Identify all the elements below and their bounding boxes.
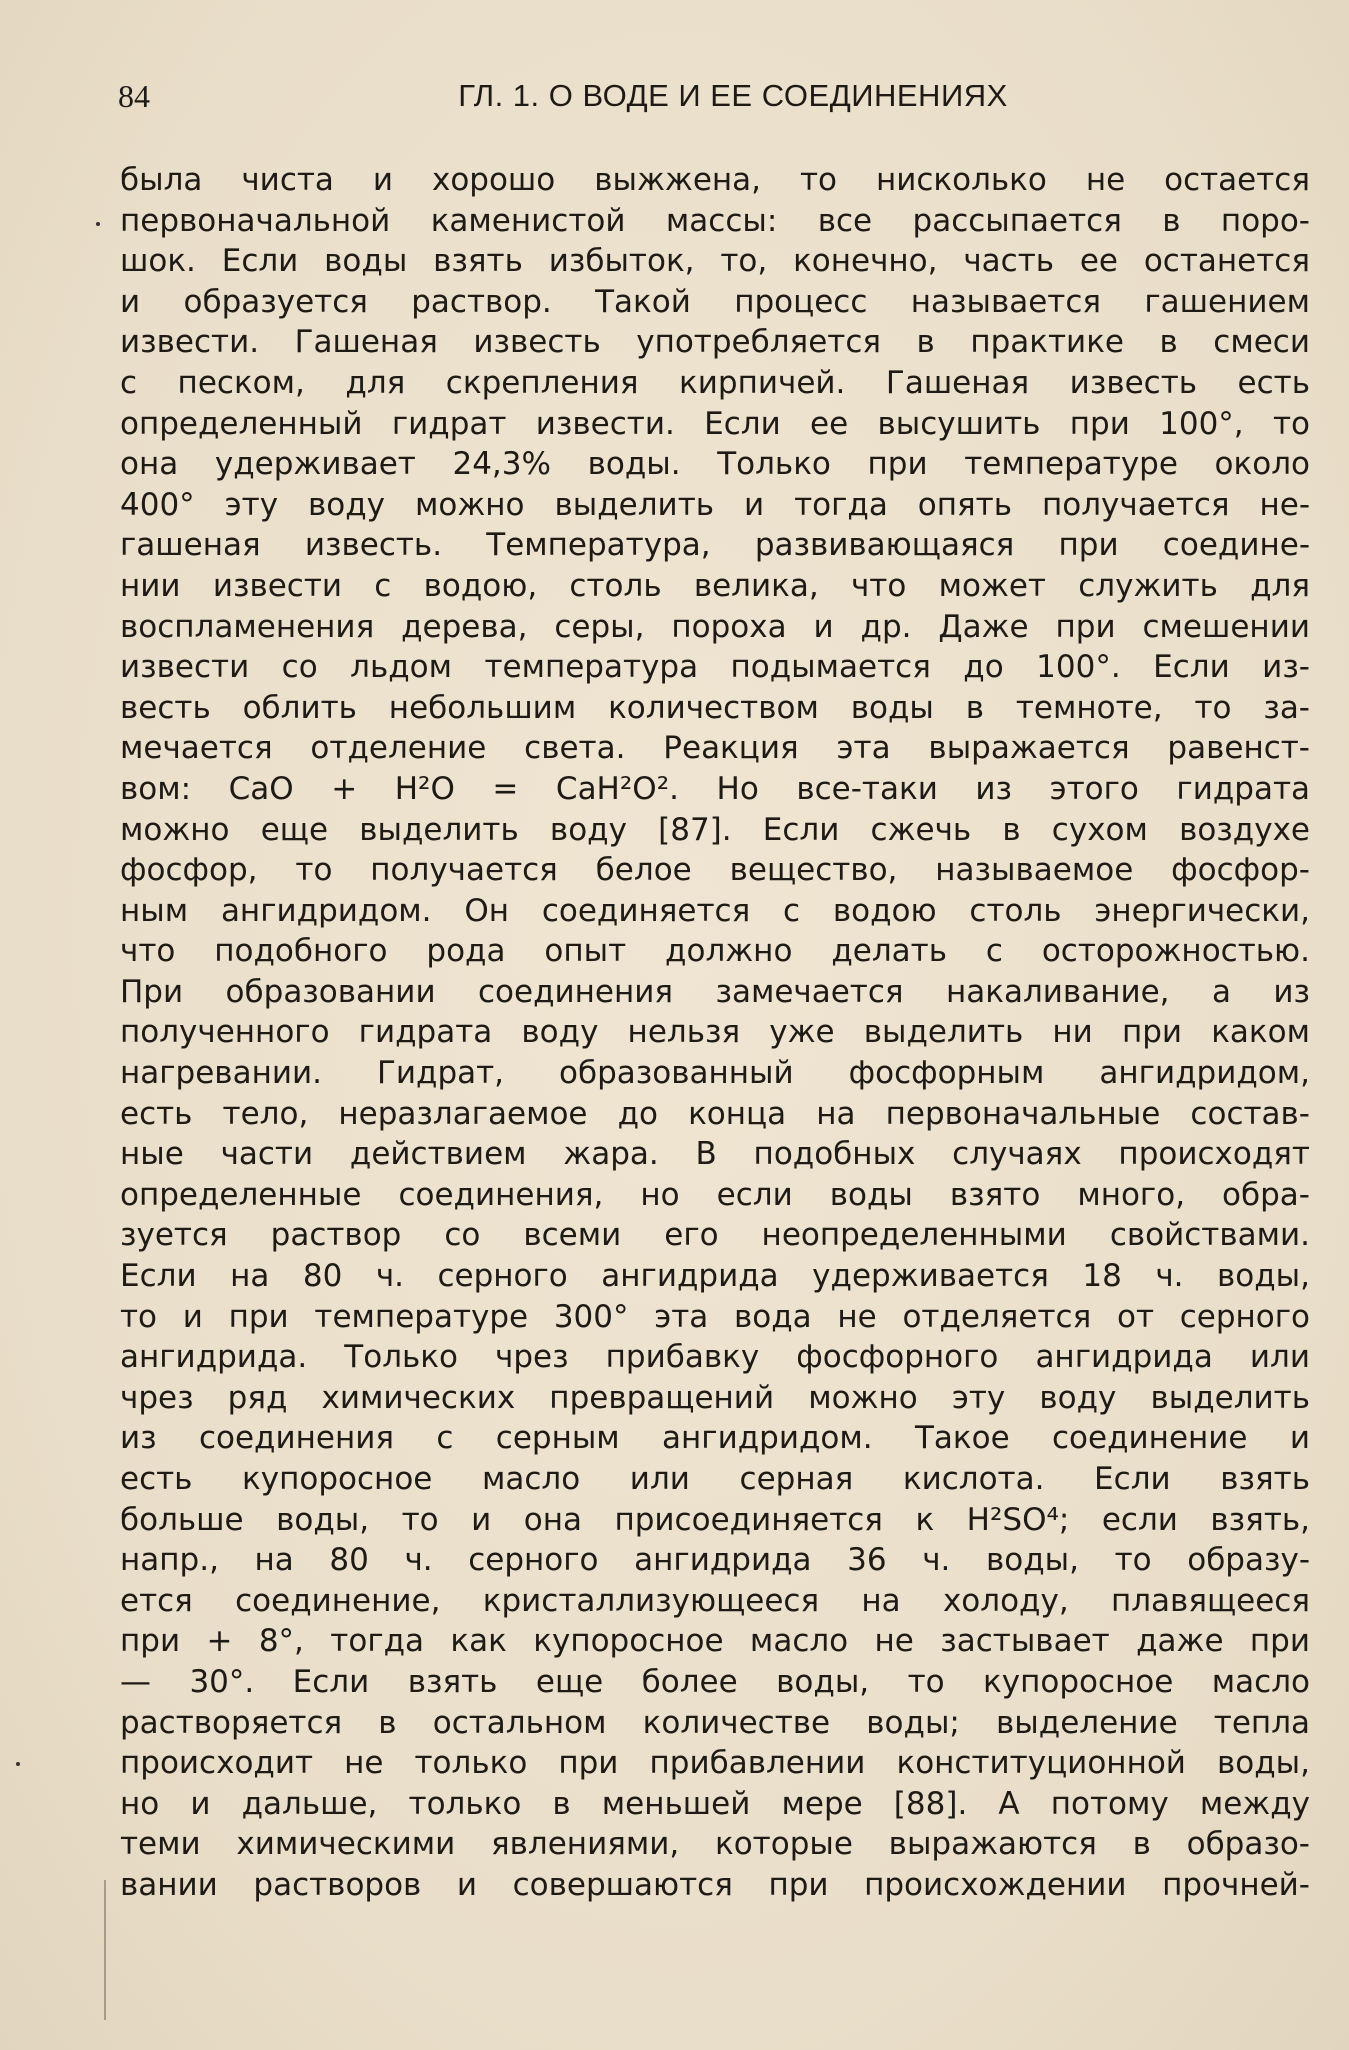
text-line: ангидрида. Только чрез прибавку фосфорного ангидрида или: [120, 1339, 1310, 1376]
text-line: можно еще выделить воду [87]. Если сжечь в сухом воздухе: [120, 811, 1310, 848]
text-line: что подобного рода опыт должно делать с осторожностью.: [120, 933, 1310, 970]
text-line: с песком, для скрепления кирпичей. Гашеная известь есть: [120, 364, 1310, 401]
text-line: шок. Если воды взять избыток, то, конечно, часть ее останется: [120, 243, 1310, 280]
text-line: извести со льдом температура подымается до 100°. Если из-: [120, 649, 1310, 686]
text-line: 400° эту воду можно выделить и тогда опять получается не-: [120, 486, 1310, 523]
text-line: нии извести с водою, столь велика, что может служить для: [120, 567, 1310, 604]
margin-mark: [104, 1880, 106, 2020]
text-line: была чиста и хорошо выжжена, то нисколько не остается: [120, 162, 1310, 198]
text-line: и образуется раствор. Такой процесс называется гашением: [120, 283, 1310, 320]
text-line: есть купоросное масло или серная кислота. Если взять: [120, 1461, 1310, 1497]
text-line: определенные соединения, но если воды взято много, обра-: [120, 1176, 1310, 1213]
text-line: то и при температуре 300° эта вода не отделяется от серного: [120, 1298, 1310, 1335]
text-line: вании растворов и совершаются при происхождении прочней-: [120, 1866, 1310, 1903]
text-line: чрез ряд химических превращений можно эту воду выделить: [120, 1379, 1310, 1416]
text-line: нагревании. Гидрат, образованный фосфорным ангидридом,: [120, 1055, 1310, 1092]
text-line: извести. Гашеная известь употребляется в практике в смеси: [120, 324, 1310, 361]
text-line: гашеная известь. Температура, развивающаяся при соедине-: [120, 527, 1310, 564]
text-line: — 30°. Если взять еще более воды, то купоросное масло: [120, 1663, 1310, 1700]
page-number: 84: [118, 78, 150, 114]
margin-speck: [16, 1762, 20, 1766]
text-line: При образовании соединения замечается накаливание, а из: [120, 973, 1310, 1010]
text-line: но и дальше, только в меньшей мере [88]. А потому между: [120, 1785, 1310, 1822]
text-line: напр., на 80 ч. серного ангидрида 36 ч. воды, то образу-: [120, 1542, 1310, 1579]
text-line: воспламенения дерева, серы, пороха и др. Даже при смешении: [120, 608, 1310, 645]
text-line: ным ангидридом. Он соединяется с водою столь энергически,: [120, 892, 1310, 929]
body-text: [120, 160, 1310, 1906]
running-head: ГЛ. 1. О ВОДЕ И ЕЕ СОЕДИНЕНИЯХ: [458, 78, 1008, 113]
text-line: ные части действием жара. В подобных случаях происходят: [120, 1136, 1310, 1173]
text-line: Если на 80 ч. серного ангидрида удерживается 18 ч. воды,: [120, 1258, 1310, 1295]
text-line: вом: CaO + H²O = CaH²O². Но все-таки из этого гидрата: [120, 770, 1310, 807]
text-line: происходит не только при прибавлении конституционной воды,: [120, 1745, 1310, 1782]
text-line: зуется раствор со всеми его неопределенными свойствами.: [120, 1217, 1310, 1254]
page-header: [118, 70, 1308, 122]
text-line: больше воды, то и она присоединяется к H²SO⁴; если взять,: [120, 1501, 1310, 1538]
text-line: фосфор, то получается белое вещество, называемое фосфор-: [120, 852, 1310, 889]
text-line: она удерживает 24,3% воды. Только при температуре около: [120, 446, 1310, 483]
text-line: ется соединение, кристаллизующееся на холоду, плавящееся: [120, 1582, 1310, 1619]
text-line: из соединения с серным ангидридом. Такое соединение и: [120, 1420, 1310, 1457]
text-line: весть облить небольшим количеством воды в темноте, то за-: [120, 689, 1310, 726]
margin-speck: [96, 222, 100, 226]
text-line: определенный гидрат извести. Если ее высушить при 100°, то: [120, 405, 1310, 442]
text-line: при + 8°, тогда как купоросное масло не застывает даже при: [120, 1623, 1310, 1660]
text-line: первоначальной каменистой массы: все рассыпается в поро-: [120, 202, 1310, 239]
text-line: есть тело, неразлагаемое до конца на первоначальные состав-: [120, 1095, 1310, 1132]
text-line: полученного гидрата воду нельзя уже выделить ни при каком: [120, 1014, 1310, 1051]
text-line: мечается отделение света. Реакция эта выражается равенст-: [120, 730, 1310, 767]
text-line: теми химическими явлениями, которые выражаются в образо-: [120, 1826, 1310, 1863]
text-line: растворяется в остальном количестве воды; выделение тепла: [120, 1704, 1310, 1741]
